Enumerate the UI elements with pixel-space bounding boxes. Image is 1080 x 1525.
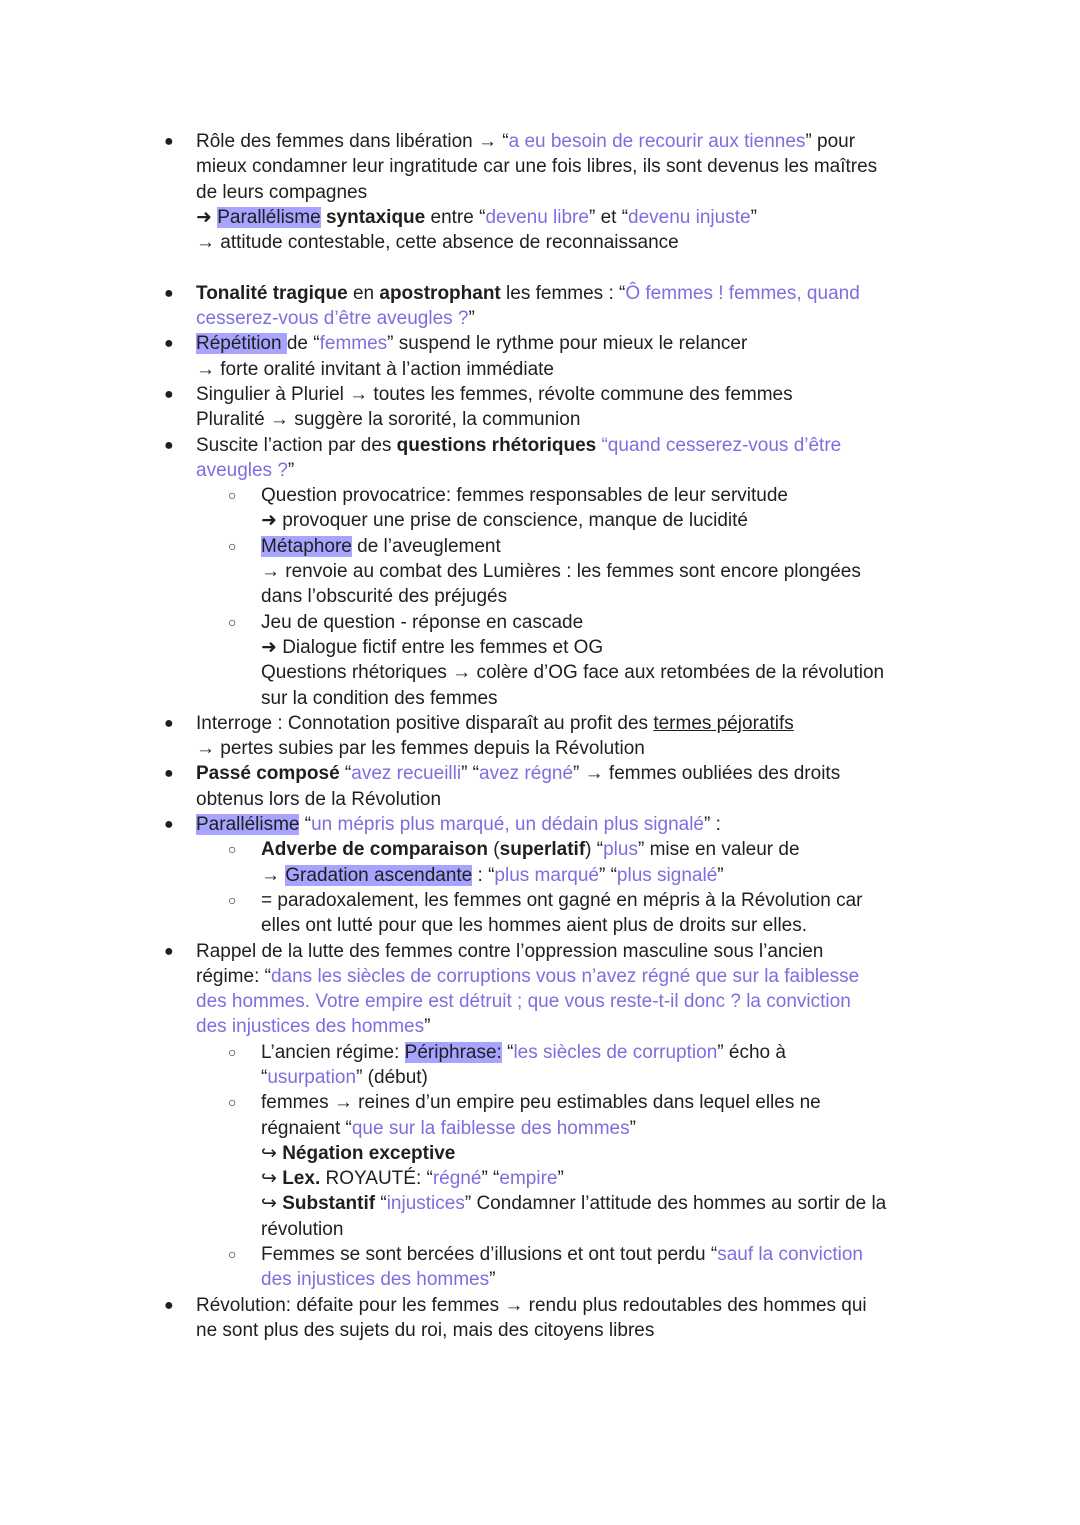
list-item-cont: régime: “dans les siècles de corruptions vous n’avez régné que sur la faiblesse: [196, 965, 860, 987]
list-item-cont: ➜ Parallélisme syntaxique entre “devenu libre” et “devenu injuste”: [196, 206, 757, 228]
sub-list-item: ○ femmes → reines d’un empire peu estimables dans lequel elles ne: [0, 1090, 1080, 1115]
list-item: ● Interroge : Connotation positive disparaît au profit des termes péjoratifs: [0, 711, 1080, 736]
sub-bullet-icon: ○: [228, 1043, 237, 1060]
list-item-cont: des injustices des hommes”: [196, 1016, 431, 1038]
sub-list-item-cont: des injustices des hommes”: [261, 1269, 496, 1291]
sub-list-item: ○ L’ancien régime: Périphrase: “les siècles de corruption” écho à: [0, 1040, 1080, 1065]
sub-list-item-cont: ➜ provoquer une prise de conscience, manque de lucidité: [261, 510, 748, 532]
list-item: ● Rôle des femmes dans libération → “a eu besoin de recourir aux tiennes” pour: [0, 129, 1080, 154]
sub-list-item: ○ Question provocatrice: femmes responsables de leur servitude: [0, 483, 1080, 508]
sub-list-item-cont: → renvoie au combat des Lumières : les femmes sont encore plongées: [261, 561, 861, 583]
bullet-icon: ●: [164, 335, 174, 353]
hook-arrow-icon: ↪: [261, 1168, 283, 1190]
sub-list-item: ○ Jeu de question - réponse en cascade: [0, 610, 1080, 635]
list-item: ● Passé composé “avez recueilli” “avez régné” → femmes oubliées des droits: [0, 761, 1080, 786]
bullet-icon: ●: [164, 942, 174, 960]
bullet-icon: ●: [164, 284, 174, 302]
sub-list-item-cont: elles ont lutté pour que les hommes aient plus de droits sur elles.: [261, 915, 808, 937]
sub-list-item-cont: ↪ Substantif “injustices” Condamner l’attitude des hommes au sortir de la: [261, 1193, 887, 1215]
sub-list-item-cont: ↪ Négation exceptive: [261, 1142, 456, 1164]
sub-list-item-cont: régnaient “que sur la faiblesse des hommes”: [261, 1117, 636, 1139]
bullet-icon: ●: [164, 1296, 174, 1314]
sub-bullet-icon: ○: [228, 613, 237, 630]
bullet-icon: ●: [164, 816, 174, 834]
list-item: ● Singulier à Pluriel → toutes les femmes, révolte commune des femmes: [0, 382, 1080, 407]
sub-list-item-cont: ↪ Lex. ROYAUTÉ: “régné” “empire”: [261, 1168, 564, 1190]
list-item-cont: Pluralité → suggère la sororité, la communion: [196, 409, 581, 431]
sub-list-item-cont: → Gradation ascendante : “plus marqué” “plus signalé”: [261, 864, 724, 886]
sub-list-item-cont: Questions rhétoriques → colère d’OG face aux retombées de la révolution: [261, 662, 885, 684]
list-item-cont: des hommes. Votre empire est détruit ; que vous reste-t-il donc ? la conviction: [196, 991, 851, 1013]
sub-list-item-cont: révolution: [261, 1218, 344, 1240]
list-item-cont: → attitude contestable, cette absence de reconnaissance: [196, 232, 679, 254]
list-item-cont: ne sont plus des sujets du roi, mais des citoyens libres: [196, 1319, 655, 1341]
hook-arrow-icon: ↪: [261, 1193, 283, 1215]
list-item: ● Rappel de la lutte des femmes contre l’oppression masculine sous l’ancien: [0, 939, 1080, 964]
bullet-icon: ●: [164, 714, 174, 732]
bullet-icon: ●: [164, 765, 174, 783]
list-item-cont: → forte oralité invitant à l’action immédiate: [196, 358, 554, 380]
sub-list-item-cont: dans l’obscurité des préjugés: [261, 586, 508, 608]
list-item: ● Suscite l’action par des questions rhétoriques “quand cesserez-vous d’être: [0, 433, 1080, 458]
sub-list-item: ○ Femmes se sont bercées d’illusions et ont tout perdu “sauf la conviction: [0, 1242, 1080, 1267]
sub-bullet-icon: ○: [228, 841, 237, 858]
list-item-cont: cesserez-vous d’être aveugles ?”: [196, 308, 475, 330]
list-item-cont: obtenus lors de la Révolution: [196, 788, 442, 810]
bullet-icon: ●: [164, 133, 174, 150]
sub-list-item-cont: sur la condition des femmes: [261, 687, 498, 709]
sub-bullet-icon: ○: [228, 891, 237, 908]
notes-body: [0, 129, 1080, 1343]
list-item-cont: aveugles ?”: [196, 459, 295, 481]
list-item: ● Tonalité tragique en apostrophant les femmes : “Ô femmes ! femmes, quand: [0, 281, 1080, 306]
list-item-cont: de leurs compagnes: [196, 181, 368, 203]
sub-bullet-icon: ○: [228, 1246, 237, 1263]
sub-bullet-icon: ○: [228, 487, 237, 504]
list-item: ● Révolution: défaite pour les femmes → rendu plus redoutables des hommes qui: [0, 1293, 1080, 1318]
sub-list-item-cont: ➜ Dialogue fictif entre les femmes et OG: [261, 636, 604, 658]
list-item-cont: → pertes subies par les femmes depuis la Révolution: [196, 738, 645, 760]
list-item: ● Parallélisme “un mépris plus marqué, un dédain plus signalé” :: [0, 812, 1080, 837]
sub-list-item: ○ Métaphore de l’aveuglement: [0, 534, 1080, 559]
list-item: ● Répétition de “femmes” suspend le rythme pour mieux le relancer: [0, 331, 1080, 356]
hook-arrow-icon: ↪: [261, 1142, 283, 1164]
sub-list-item-cont: “usurpation” (début): [261, 1066, 428, 1088]
list-item-cont: mieux condamner leur ingratitude car une fois libres, ils sont devenus les maîtres: [196, 156, 878, 178]
sub-bullet-icon: ○: [228, 1094, 237, 1111]
sub-list-item: ○ Adverbe de comparaison (superlatif) “plus” mise en valeur de: [0, 837, 1080, 862]
bullet-icon: ●: [164, 385, 174, 403]
bullet-icon: ●: [164, 436, 174, 454]
sub-list-item: ○ = paradoxalement, les femmes ont gagné en mépris à la Révolution car: [0, 888, 1080, 913]
sub-bullet-icon: ○: [228, 537, 237, 554]
